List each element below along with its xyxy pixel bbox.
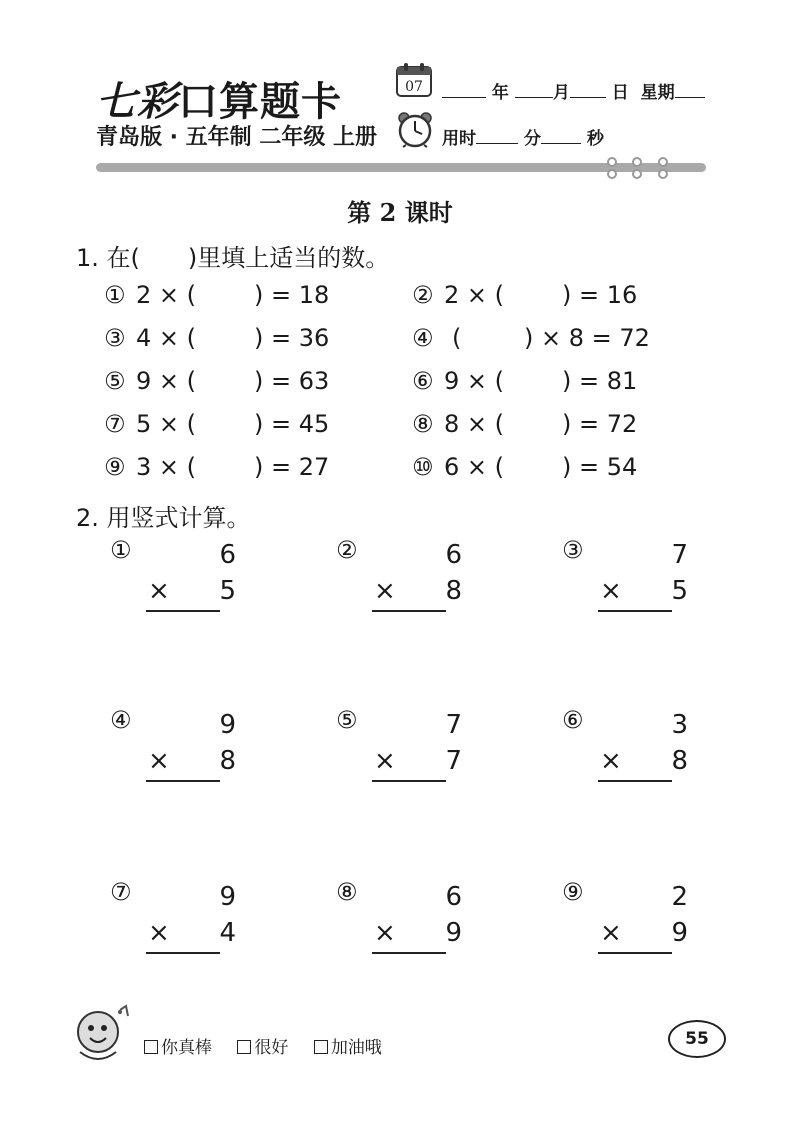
fill-in-questions: ① 2 × ( ) = 18 ② 2 × ( ) = 16 ③ 4 × ( ) = 36 ④ ( ) × 8 = 72 ⑤ 9 × ( ) = 63 ⑥ 9 × ( ) = 81 ⑦ 5 × ( ) = 45 ⑧ 8 × ( ) = 72 ⑨ 3 × ( ) = 27 ⑩ 6 × ( ) = 54 — [104, 281, 650, 481]
time-prefix: 用时 — [442, 129, 476, 149]
self-rating — [144, 1033, 402, 1058]
section1-title: 1. 在( )里填上适当的数。 — [76, 244, 390, 272]
vertical-problem[interactable]: ⑤ 7 × 7 — [336, 708, 466, 788]
vertical-problem[interactable]: ④ 9 × 8 — [110, 708, 240, 788]
vertical-problem[interactable]: ⑦ 9 × 4 — [110, 880, 240, 960]
mascot-icon — [68, 1000, 138, 1070]
vertical-problem[interactable]: ⑨ 2 × 9 — [562, 880, 692, 960]
page-number: 55 — [668, 1020, 726, 1058]
vertical-problem[interactable]: ③ 7 × 5 — [562, 538, 692, 618]
vertical-problem[interactable]: ⑥ 3 × 8 — [562, 708, 692, 788]
vertical-problem[interactable]: ⑧ 6 × 9 — [336, 880, 466, 960]
vertical-problem[interactable]: ② 6 × 8 — [336, 538, 466, 618]
rating-option[interactable]: 很好 — [237, 1038, 288, 1058]
seconds-label: 秒 — [586, 129, 604, 149]
brand-lead: 七彩 — [96, 78, 178, 125]
checkbox[interactable] — [237, 1040, 251, 1054]
rating-option[interactable]: 你真棒 — [144, 1038, 212, 1058]
year-label: 年 — [491, 83, 509, 103]
edition-label: 青岛版 · 五年制 二年级 上册 — [96, 125, 377, 150]
lesson-title: 第 2 课时 — [347, 198, 453, 227]
minutes-label: 分 — [523, 129, 541, 149]
weekday-label: 星期 — [640, 83, 675, 103]
vertical-problem[interactable]: ① 6 × 5 — [110, 538, 240, 618]
section2-title: 2. 用竖式计算。 — [76, 504, 251, 532]
checkbox[interactable] — [144, 1040, 158, 1054]
checkbox[interactable] — [314, 1040, 328, 1054]
day-label: 日 — [611, 83, 629, 103]
brand-rest: 口算题卡 — [178, 79, 342, 125]
calendar-day: 07 — [405, 79, 423, 95]
month-label: 月 — [552, 83, 570, 103]
rating-option[interactable]: 加油哦 — [314, 1038, 382, 1058]
